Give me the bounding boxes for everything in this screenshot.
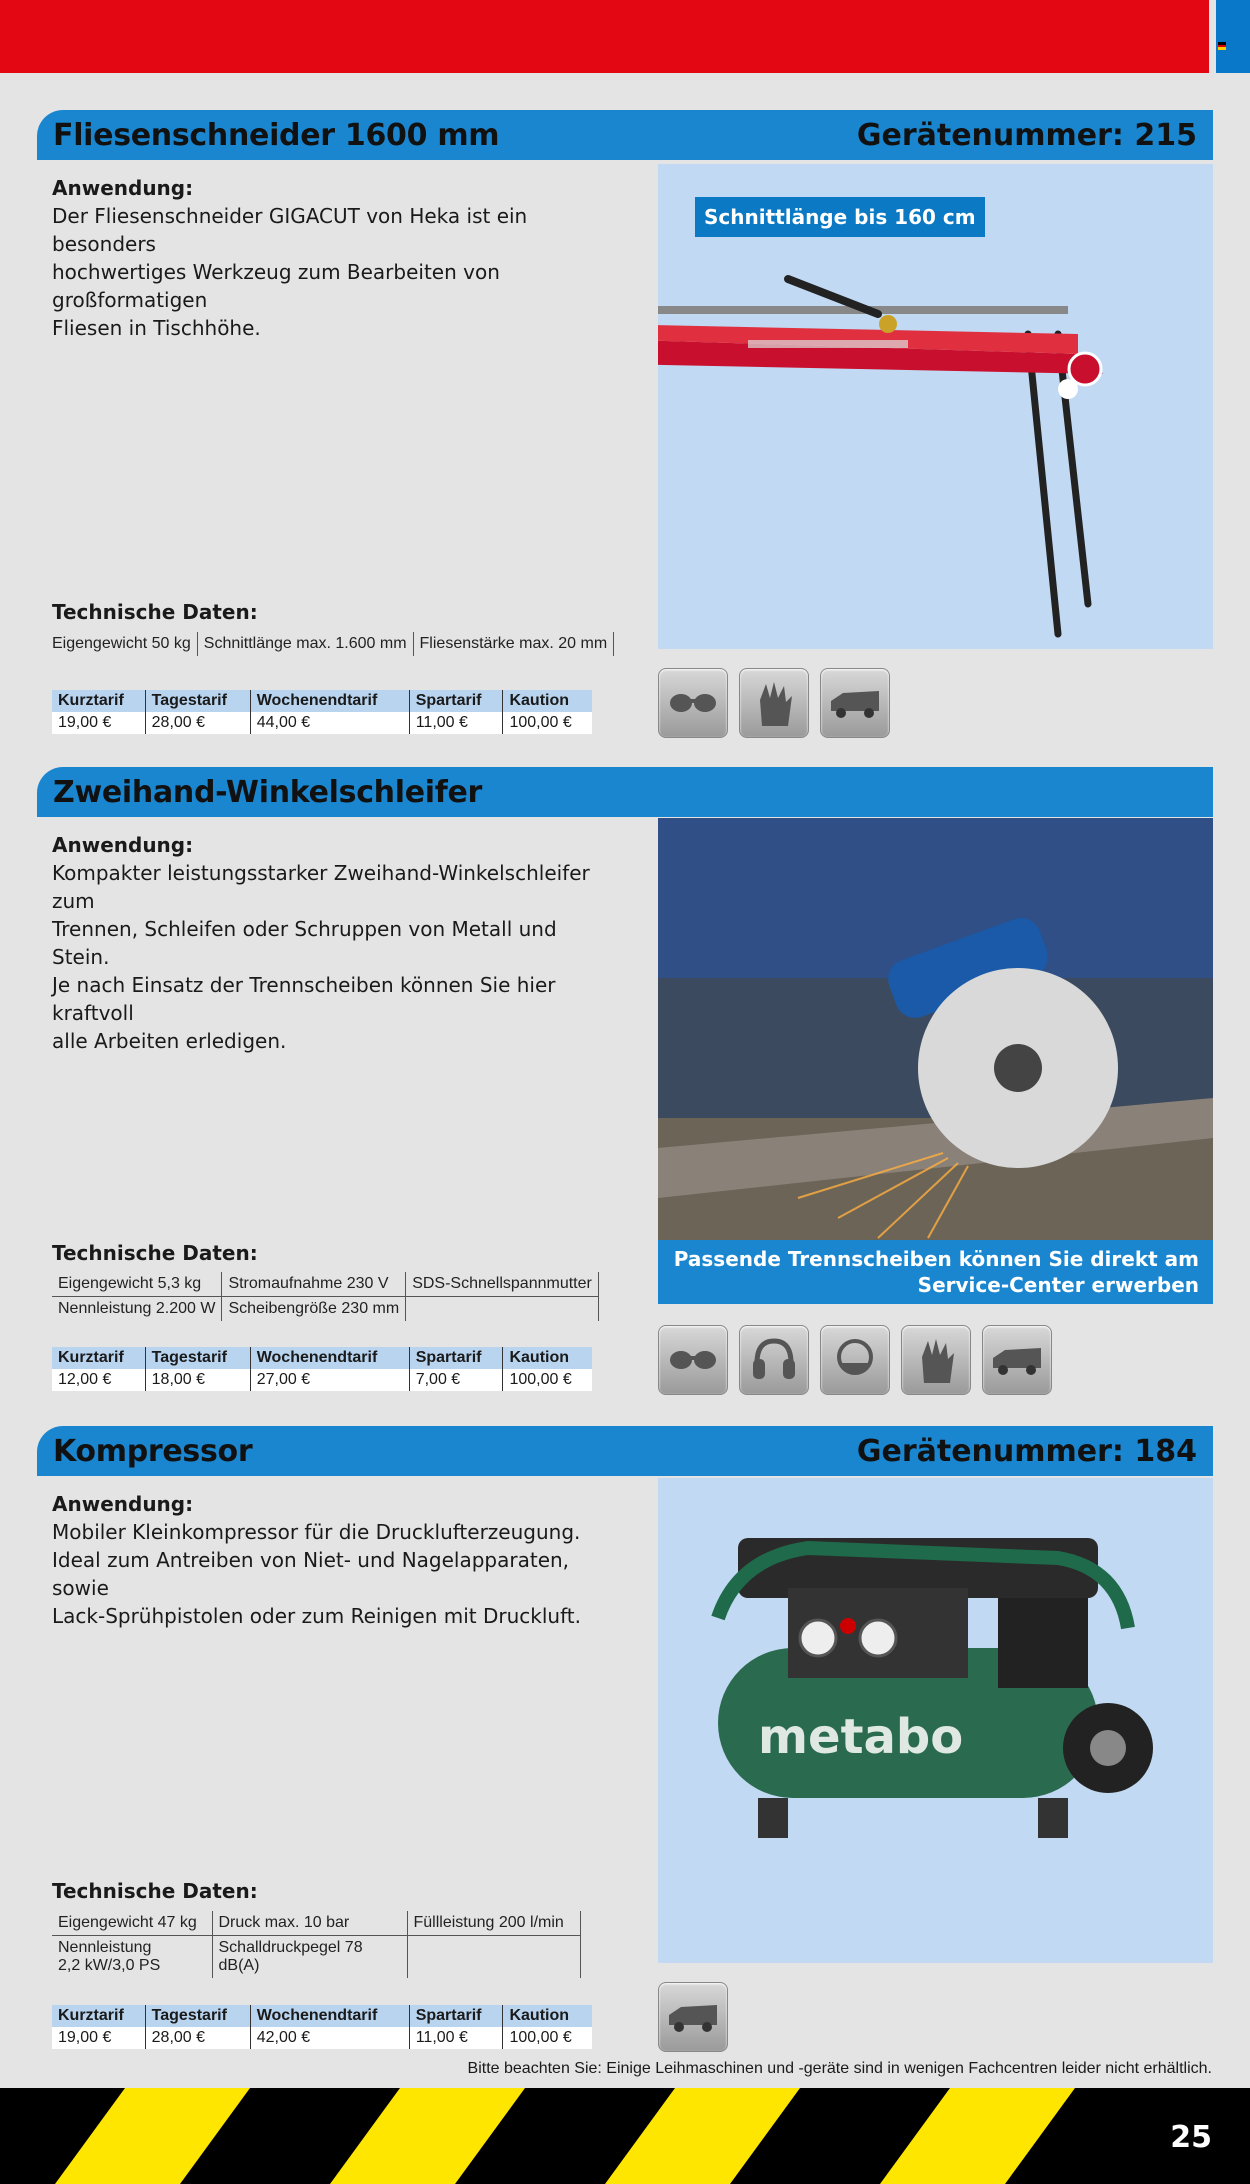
page-number: 25 xyxy=(1170,2120,1212,2155)
section-header-tile-cutter xyxy=(37,110,1213,160)
price-header: Kurztarif xyxy=(52,690,145,712)
transport-van-icon xyxy=(658,1982,728,2052)
price-cell: 100,00 € xyxy=(503,1369,592,1391)
application-block xyxy=(52,1492,612,1630)
price-cell: 100,00 € xyxy=(503,2027,592,2049)
spec-cell: Eigengewicht 47 kg xyxy=(52,1911,212,1936)
table-header-row xyxy=(52,1347,592,1369)
price-cell: 11,00 € xyxy=(409,2027,503,2049)
price-cell: 12,00 € xyxy=(52,1369,145,1391)
angle-grinder-illustration xyxy=(658,818,1213,1240)
compressor-image xyxy=(658,1478,1213,1963)
device-number: Gerätenummer: 215 xyxy=(856,117,1197,153)
price-cell: 28,00 € xyxy=(145,2027,250,2049)
table-row xyxy=(52,1911,580,1936)
application-text: Der Fliesenschneider GIGACUT von Heka ist ein besonders hochwertiges Werkzeug zum Bearbeiten von großformatigen Fliesen in Tischhöhe. xyxy=(52,204,528,340)
table-row xyxy=(52,2027,592,2049)
dust-mask-icon xyxy=(820,1325,890,1395)
application-label: Anwendung: xyxy=(52,176,194,200)
ear-protection-icon xyxy=(739,1325,809,1395)
transport-van-icon xyxy=(820,668,890,738)
top-blue-corner xyxy=(1216,0,1250,73)
price-cell: 19,00 € xyxy=(52,2027,145,2049)
spec-table xyxy=(52,1911,581,1978)
transport-van-icon xyxy=(982,1325,1052,1395)
spec-cell: Eigengewicht 5,3 kg xyxy=(52,1272,222,1297)
top-red-bar xyxy=(0,0,1209,73)
application-block xyxy=(52,176,612,342)
table-row xyxy=(52,712,592,734)
tech-data-label: Technische Daten: xyxy=(52,600,258,624)
spec-cell: Druck max. 10 bar xyxy=(212,1911,407,1936)
spec-cell: Nennleistung 2,2 kW/3,0 PS xyxy=(52,1936,212,1979)
safety-goggles-icon xyxy=(658,668,728,738)
cutting-discs-caption: Passende Trennscheiben können Sie direkt am Service-Center erwerben xyxy=(658,1240,1213,1304)
spec-table xyxy=(52,1272,599,1321)
price-table xyxy=(52,690,592,734)
flag-icon xyxy=(1218,42,1226,50)
spec-cell: Eigengewicht 50 kg xyxy=(52,632,197,656)
safety-icons-row xyxy=(658,1982,728,2052)
cut-length-badge: Schnittlänge bis 160 cm xyxy=(695,197,985,237)
tech-data-label: Technische Daten: xyxy=(52,1879,258,1903)
application-text: Mobiler Kleinkompressor für die Drucklufterzeugung. Ideal zum Antreiben von Niet- und Nagelapparaten, sowie Lack-Sprühpistolen oder zum Reinigen mit Druckluft. xyxy=(52,1520,581,1628)
spec-cell xyxy=(406,1297,599,1322)
price-cell: 19,00 € xyxy=(52,712,145,734)
section-header-compressor xyxy=(37,1426,1213,1476)
spec-cell: Nennleistung 2.200 W xyxy=(52,1297,222,1322)
price-header: Kaution xyxy=(503,690,592,712)
price-header: Wochenendtarif xyxy=(250,2005,409,2027)
price-header: Wochenendtarif xyxy=(250,690,409,712)
table-row xyxy=(52,1369,592,1391)
price-cell: 27,00 € xyxy=(250,1369,409,1391)
brand-logo-text: metabo xyxy=(758,1709,964,1765)
compressor-illustration xyxy=(658,1478,1213,1963)
section-header-angle-grinder xyxy=(37,767,1213,817)
safety-icons-row xyxy=(658,1325,1052,1395)
price-header: Kaution xyxy=(503,1347,592,1369)
availability-footnote: Bitte beachten Sie: Einige Leihmaschinen und -geräte sind in wenigen Fachcentren leider nicht erhältlich. xyxy=(467,2060,1212,2077)
angle-grinder-image xyxy=(658,818,1213,1240)
price-header: Kurztarif xyxy=(52,2005,145,2027)
table-header-row xyxy=(52,2005,592,2027)
price-header: Spartarif xyxy=(409,690,503,712)
tech-data-label: Technische Daten: xyxy=(52,1241,258,1265)
work-gloves-icon xyxy=(901,1325,971,1395)
spec-cell: Schalldruckpegel 78 dB(A) xyxy=(212,1936,407,1979)
hazard-stripes xyxy=(0,2088,1250,2184)
spec-cell: Fliesenstärke max. 20 mm xyxy=(413,632,614,656)
price-table xyxy=(52,1347,592,1391)
application-label: Anwendung: xyxy=(52,833,194,857)
table-header-row xyxy=(52,690,592,712)
table-row xyxy=(52,1936,580,1979)
tile-cutter-image xyxy=(658,164,1213,649)
device-number: Gerätenummer: 184 xyxy=(856,1433,1197,1469)
section-title: Kompressor xyxy=(53,1433,253,1469)
price-header: Spartarif xyxy=(409,1347,503,1369)
spec-cell xyxy=(407,1936,580,1979)
table-row xyxy=(52,1297,598,1322)
price-cell: 18,00 € xyxy=(145,1369,250,1391)
price-header: Spartarif xyxy=(409,2005,503,2027)
hazard-stripe-footer xyxy=(0,2088,1250,2184)
price-header: Kurztarif xyxy=(52,1347,145,1369)
application-text: Kompakter leistungsstarker Zweihand-Winkelschleifer zum Trennen, Schleifen oder Schruppen von Metall und Stein. Je nach Einsatz der Trennscheiben können Sie hier kraftvoll alle Arbeiten erledigen. xyxy=(52,861,590,1053)
price-header: Kaution xyxy=(503,2005,592,2027)
spec-cell: Scheibengröße 230 mm xyxy=(222,1297,406,1322)
table-row xyxy=(52,632,614,656)
spec-table xyxy=(52,632,614,656)
price-cell: 44,00 € xyxy=(250,712,409,734)
price-header: Tagestarif xyxy=(145,2005,250,2027)
table-row xyxy=(52,1272,598,1297)
spec-cell: Stromaufnahme 230 V xyxy=(222,1272,406,1297)
spec-cell: Schnittlänge max. 1.600 mm xyxy=(197,632,413,656)
price-header: Wochenendtarif xyxy=(250,1347,409,1369)
price-header: Tagestarif xyxy=(145,690,250,712)
spec-cell: SDS-Schnellspannmutter xyxy=(406,1272,599,1297)
spec-cell: Füllleistung 200 l/min xyxy=(407,1911,580,1936)
price-table xyxy=(52,2005,592,2049)
price-cell: 100,00 € xyxy=(503,712,592,734)
price-header: Tagestarif xyxy=(145,1347,250,1369)
safety-goggles-icon xyxy=(658,1325,728,1395)
price-cell: 28,00 € xyxy=(145,712,250,734)
safety-icons-row xyxy=(658,668,890,738)
section-title: Fliesenschneider 1600 mm xyxy=(53,117,500,153)
price-cell: 7,00 € xyxy=(409,1369,503,1391)
application-label: Anwendung: xyxy=(52,1492,194,1516)
section-title: Zweihand-Winkelschleifer xyxy=(53,774,483,810)
work-gloves-icon xyxy=(739,668,809,738)
price-cell: 42,00 € xyxy=(250,2027,409,2049)
application-block xyxy=(52,833,612,1055)
price-cell: 11,00 € xyxy=(409,712,503,734)
